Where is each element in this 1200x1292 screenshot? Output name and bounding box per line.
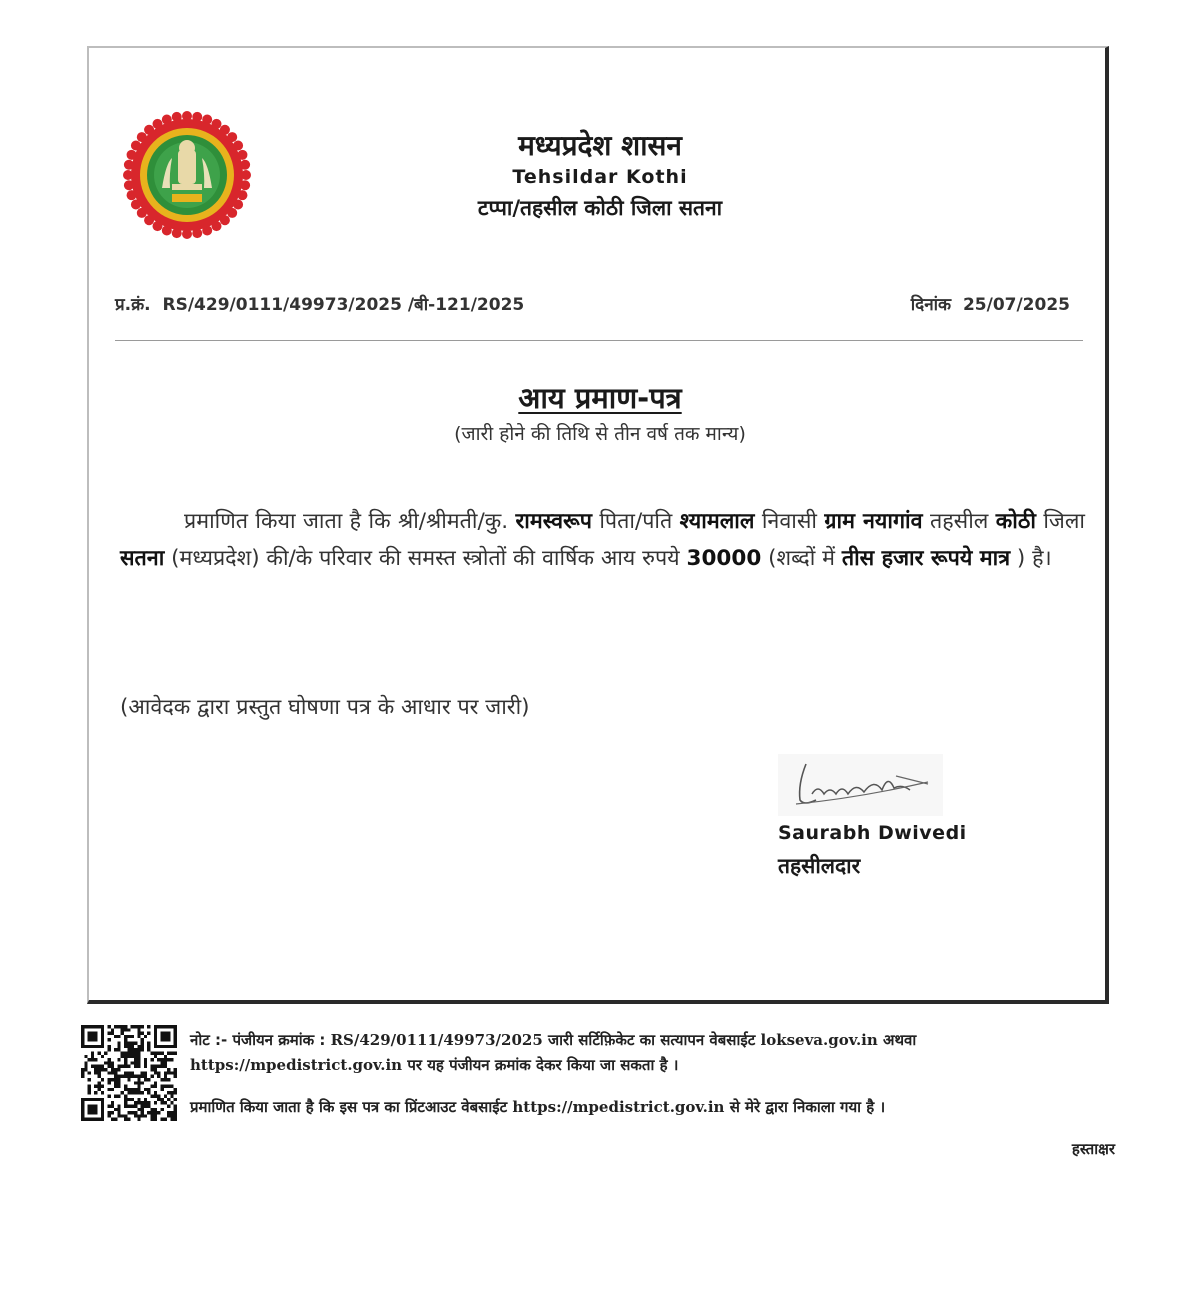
mpedistrict-link[interactable]: https://mpedistrict.gov.in — [190, 1056, 403, 1074]
lokseva-link[interactable]: lokseva.gov.in — [760, 1031, 878, 1049]
district-name: सतना — [120, 546, 165, 571]
signature-label: हस्ताक्षर — [1071, 1140, 1115, 1158]
mpedistrict-link-2[interactable]: https://mpedistrict.gov.in — [512, 1098, 725, 1116]
father-name: श्यामलाल — [679, 509, 755, 534]
government-name: मध्यप्रदेश शासन — [518, 129, 682, 162]
verification-note: नोट :- पंजीयन क्रमांक : RS/429/0111/49973/2025 जारी सर्टिफ़िकेट का सत्यापन वेबसाईट lokseva.gov.in अथवा — [190, 1031, 917, 1049]
date-value: 25/07/2025 — [962, 295, 1070, 315]
date-label: दिनांक — [910, 295, 952, 315]
applicant-name: रामस्वरूप — [515, 509, 592, 534]
office-location: टप्पा/तहसील कोठी जिला सतना — [477, 196, 723, 220]
certificate-title: आय प्रमाण-पत्र — [518, 381, 682, 415]
qr-code[interactable] — [81, 1025, 177, 1121]
reference-value: RS/429/0111/49973/2025 /बी-121/2025 — [162, 295, 525, 315]
registration-number: RS/429/0111/49973/2025 — [330, 1031, 543, 1049]
signatory-designation: तहसीलदार — [778, 854, 861, 878]
income-words: तीस हजार रूपये मात्र — [841, 546, 1011, 571]
verification-note-cont: https://mpedistrict.gov.in पर यह पंजीयन क्रमांक देकर किया जा सकता है । — [190, 1056, 679, 1074]
tehsil-name: कोठी — [995, 509, 1036, 534]
certificate-body: प्रमाणित किया जाता है कि श्री/श्रीमती/कु. रामस्वरूप पिता/पति श्यामलाल निवासी ग्राम नयागांव तहसील कोठी जिला सतना (मध्यप्रदेश) की/के परिवार की समस्त स्त्रोतों की वार्षिक आय रुपये 30000 (शब्दों में तीस हजार रूपये मात्र ) है। — [120, 509, 1085, 571]
signature-image — [778, 754, 943, 816]
divider — [115, 340, 1083, 341]
validity-note: (जारी होने की तिथि से तीन वर्ष तक मान्य) — [454, 423, 746, 445]
signatory-name: Saurabh Dwivedi — [778, 822, 967, 844]
income-amount: 30000 — [686, 546, 762, 571]
printout-certification: प्रमाणित किया जाता है कि इस पत्र का प्रिंटआउट वेबसाईट https://mpedistrict.gov.in से मेरे द्वारा निकाला गया है । — [190, 1098, 886, 1116]
issue-date — [911, 292, 1070, 315]
declaration-note: (आवेदक द्वारा प्रस्तुत घोषणा पत्र के आधार पर जारी) — [120, 695, 530, 720]
office-name: Tehsildar Kothi — [512, 166, 688, 188]
village-name: ग्राम नयागांव — [824, 509, 923, 534]
reference-number — [115, 292, 524, 315]
mp-emblem-logo — [120, 108, 254, 242]
reference-label: प्र.क्रं. — [115, 295, 151, 315]
